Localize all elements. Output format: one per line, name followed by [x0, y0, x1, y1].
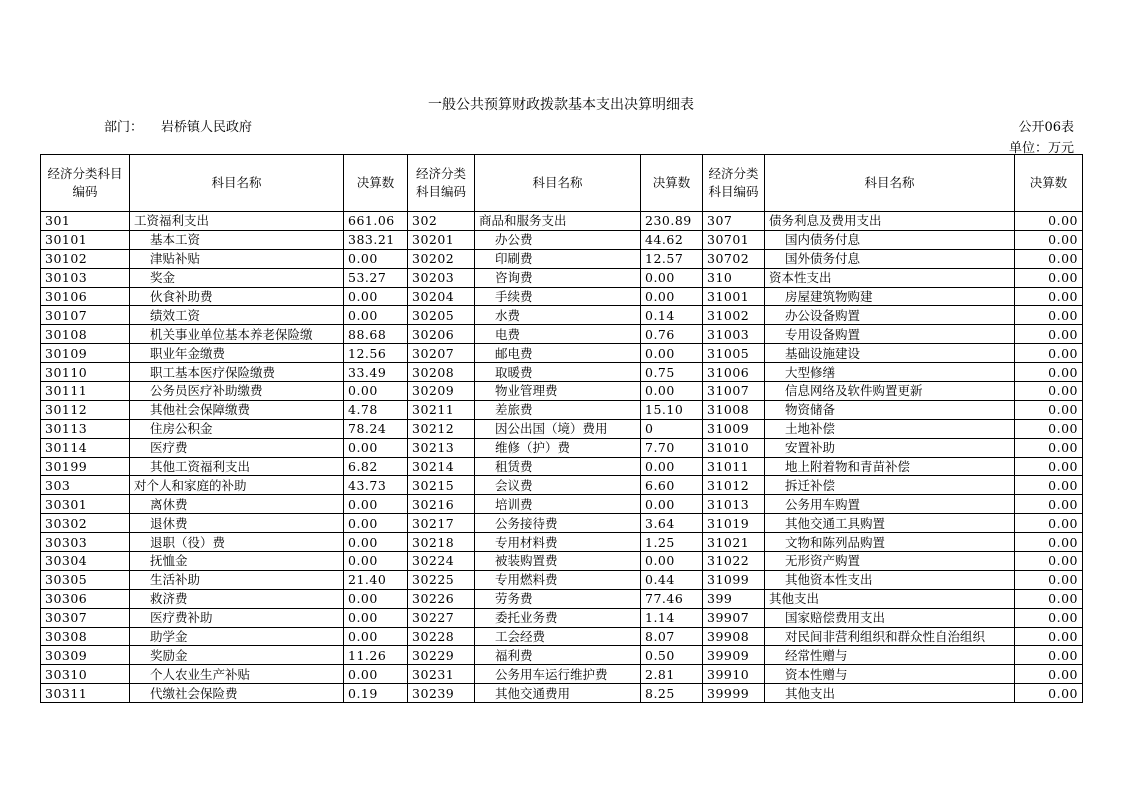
table-row [41, 646, 1083, 665]
table-body [41, 212, 1083, 703]
table-row [41, 665, 1083, 684]
name-cell: 信息网络及软件购置更新 [765, 382, 1015, 401]
amount-cell: 53.27 [344, 268, 408, 287]
code-cell: 30209 [408, 382, 475, 401]
name-cell: 大型修缮 [765, 363, 1015, 382]
code-cell: 30239 [408, 684, 475, 703]
amount-cell: 0.00 [1015, 268, 1083, 287]
amount-cell: 0.00 [1015, 608, 1083, 627]
name-cell: 基础设施建设 [765, 344, 1015, 363]
table-row [41, 608, 1083, 627]
code-cell: 31019 [703, 514, 765, 533]
table-row [41, 684, 1083, 703]
table-row [41, 344, 1083, 363]
code-cell: 303 [41, 476, 130, 495]
code-cell: 30204 [408, 287, 475, 306]
code-cell: 31022 [703, 552, 765, 571]
department-label: 部门： [104, 120, 144, 135]
amount-cell: 0.00 [344, 552, 408, 571]
code-cell: 30311 [41, 684, 130, 703]
amount-cell: 0.00 [344, 608, 408, 627]
code-cell: 39908 [703, 627, 765, 646]
code-cell: 30103 [41, 268, 130, 287]
name-cell: 资本性赠与 [765, 665, 1015, 684]
amount-cell: 0.00 [344, 495, 408, 514]
table-row [41, 627, 1083, 646]
name-cell: 物资储备 [765, 400, 1015, 419]
amount-cell: 0.00 [1015, 457, 1083, 476]
amount-cell: 0.00 [1015, 325, 1083, 344]
name-cell: 福利费 [475, 646, 641, 665]
name-cell: 公务用车购置 [765, 495, 1015, 514]
code-cell: 30702 [703, 249, 765, 268]
code-cell: 30107 [41, 306, 130, 325]
amount-cell: 0.00 [641, 552, 703, 571]
amount-cell: 0.00 [344, 287, 408, 306]
code-cell: 30225 [408, 570, 475, 589]
name-cell: 会议费 [475, 476, 641, 495]
code-cell: 30229 [408, 646, 475, 665]
amount-cell: 77.46 [641, 589, 703, 608]
code-cell: 30106 [41, 287, 130, 306]
name-cell: 工资福利支出 [130, 212, 344, 231]
amount-cell: 0.00 [1015, 382, 1083, 401]
name-cell: 商品和服务支出 [475, 212, 641, 231]
code-cell: 30208 [408, 363, 475, 382]
header-amount-c: 决算数 [1015, 155, 1083, 212]
name-cell: 医疗费补助 [130, 608, 344, 627]
name-cell: 公务接待费 [475, 514, 641, 533]
code-cell: 30306 [41, 589, 130, 608]
name-cell: 退休费 [130, 514, 344, 533]
amount-cell: 383.21 [344, 230, 408, 249]
code-cell: 30113 [41, 419, 130, 438]
amount-cell: 2.81 [641, 665, 703, 684]
amount-cell: 0.00 [1015, 363, 1083, 382]
name-cell: 离休费 [130, 495, 344, 514]
table-row [41, 400, 1083, 419]
amount-cell: 0.00 [1015, 249, 1083, 268]
amount-cell: 0.00 [1015, 570, 1083, 589]
name-cell: 公务员医疗补助缴费 [130, 382, 344, 401]
name-cell: 安置补助 [765, 438, 1015, 457]
name-cell: 机关事业单位基本养老保险缴 [130, 325, 344, 344]
code-cell: 39910 [703, 665, 765, 684]
amount-cell: 0.14 [641, 306, 703, 325]
name-cell: 伙食补助费 [130, 287, 344, 306]
name-cell: 取暖费 [475, 363, 641, 382]
name-cell: 职业年金缴费 [130, 344, 344, 363]
code-cell: 31008 [703, 400, 765, 419]
name-cell: 专用设备购置 [765, 325, 1015, 344]
name-cell: 咨询费 [475, 268, 641, 287]
name-cell: 国内债务付息 [765, 230, 1015, 249]
department-line [104, 116, 252, 135]
code-cell: 30102 [41, 249, 130, 268]
name-cell: 工会经费 [475, 627, 641, 646]
code-cell: 30309 [41, 646, 130, 665]
code-cell: 31006 [703, 363, 765, 382]
code-cell: 31007 [703, 382, 765, 401]
code-cell: 39999 [703, 684, 765, 703]
amount-cell: 21.40 [344, 570, 408, 589]
name-cell: 抚恤金 [130, 552, 344, 571]
name-cell: 奖金 [130, 268, 344, 287]
amount-cell: 1.14 [641, 608, 703, 627]
amount-cell: 0.00 [344, 589, 408, 608]
name-cell: 专用燃料费 [475, 570, 641, 589]
code-cell: 30110 [41, 363, 130, 382]
name-cell: 劳务费 [475, 589, 641, 608]
amount-cell: 0.00 [641, 457, 703, 476]
amount-cell: 0.00 [641, 287, 703, 306]
amount-cell: 0.00 [1015, 230, 1083, 249]
name-cell: 无形资产购置 [765, 552, 1015, 571]
code-cell: 30228 [408, 627, 475, 646]
name-cell: 办公设备购置 [765, 306, 1015, 325]
code-cell: 30108 [41, 325, 130, 344]
amount-cell: 0.00 [344, 249, 408, 268]
name-cell: 助学金 [130, 627, 344, 646]
code-cell: 30112 [41, 400, 130, 419]
code-cell: 30224 [408, 552, 475, 571]
code-cell: 30203 [408, 268, 475, 287]
amount-cell: 0.00 [641, 495, 703, 514]
code-cell: 30114 [41, 438, 130, 457]
name-cell: 基本工资 [130, 230, 344, 249]
amount-cell: 0.00 [344, 306, 408, 325]
code-cell: 31002 [703, 306, 765, 325]
code-cell: 399 [703, 589, 765, 608]
amount-cell: 33.49 [344, 363, 408, 382]
amount-cell: 0.00 [1015, 646, 1083, 665]
table-row [41, 552, 1083, 571]
name-cell: 物业管理费 [475, 382, 641, 401]
code-cell: 39907 [703, 608, 765, 627]
code-cell: 31003 [703, 325, 765, 344]
name-cell: 拆迁补偿 [765, 476, 1015, 495]
name-cell: 其他交通费用 [475, 684, 641, 703]
amount-cell: 0.00 [1015, 665, 1083, 684]
name-cell: 生活补助 [130, 570, 344, 589]
code-cell: 31005 [703, 344, 765, 363]
amount-cell: 0.00 [1015, 495, 1083, 514]
code-cell: 30308 [41, 627, 130, 646]
code-cell: 30227 [408, 608, 475, 627]
name-cell: 房屋建筑物购建 [765, 287, 1015, 306]
code-cell: 30215 [408, 476, 475, 495]
amount-cell: 44.62 [641, 230, 703, 249]
amount-cell: 0.76 [641, 325, 703, 344]
amount-cell: 0.00 [344, 382, 408, 401]
name-cell: 水费 [475, 306, 641, 325]
amount-cell: 0.44 [641, 570, 703, 589]
code-cell: 31001 [703, 287, 765, 306]
code-cell: 30205 [408, 306, 475, 325]
table-row [41, 287, 1083, 306]
amount-cell: 12.56 [344, 344, 408, 363]
amount-cell: 0.00 [1015, 627, 1083, 646]
amount-cell: 0.19 [344, 684, 408, 703]
name-cell: 手续费 [475, 287, 641, 306]
amount-cell: 0.00 [1015, 287, 1083, 306]
name-cell: 国外债务付息 [765, 249, 1015, 268]
name-cell: 电费 [475, 325, 641, 344]
table-row [41, 533, 1083, 552]
code-cell: 30304 [41, 552, 130, 571]
code-cell: 30701 [703, 230, 765, 249]
name-cell: 文物和陈列品购置 [765, 533, 1015, 552]
amount-cell: 0.00 [641, 268, 703, 287]
code-cell: 31099 [703, 570, 765, 589]
amount-cell: 11.26 [344, 646, 408, 665]
code-cell: 30211 [408, 400, 475, 419]
code-cell: 30199 [41, 457, 130, 476]
table-row [41, 589, 1083, 608]
name-cell: 其他支出 [765, 589, 1015, 608]
header-name-a: 科目名称 [130, 155, 344, 212]
table-row [41, 476, 1083, 495]
name-cell: 奖励金 [130, 646, 344, 665]
amount-cell: 0.00 [1015, 589, 1083, 608]
name-cell: 住房公积金 [130, 419, 344, 438]
header-code-b: 经济分类科目编码 [408, 155, 475, 212]
name-cell: 公务用车运行维护费 [475, 665, 641, 684]
amount-cell: 0.00 [1015, 552, 1083, 571]
table-row [41, 495, 1083, 514]
code-cell: 30310 [41, 665, 130, 684]
amount-cell: 8.25 [641, 684, 703, 703]
code-cell: 302 [408, 212, 475, 231]
amount-cell: 0.00 [1015, 684, 1083, 703]
name-cell: 代缴社会保险费 [130, 684, 344, 703]
page-title: 一般公共预算财政拨款基本支出决算明细表 [428, 97, 694, 113]
table-row [41, 212, 1083, 231]
amount-cell: 0.00 [344, 514, 408, 533]
code-cell: 31009 [703, 419, 765, 438]
amount-cell: 6.60 [641, 476, 703, 495]
code-cell: 30213 [408, 438, 475, 457]
table-number: 公开06表 [1018, 120, 1074, 135]
table-row [41, 514, 1083, 533]
code-cell: 30214 [408, 457, 475, 476]
name-cell: 租赁费 [475, 457, 641, 476]
amount-cell: 0.00 [1015, 212, 1083, 231]
amount-cell: 12.57 [641, 249, 703, 268]
amount-cell: 0.00 [641, 382, 703, 401]
amount-cell: 0.00 [1015, 533, 1083, 552]
name-cell: 土地补偿 [765, 419, 1015, 438]
code-cell: 30305 [41, 570, 130, 589]
amount-cell: 1.25 [641, 533, 703, 552]
code-cell: 310 [703, 268, 765, 287]
amount-cell: 0.75 [641, 363, 703, 382]
code-cell: 30301 [41, 495, 130, 514]
table-row [41, 438, 1083, 457]
name-cell: 专用材料费 [475, 533, 641, 552]
table-row [41, 382, 1083, 401]
amount-cell: 0.00 [344, 665, 408, 684]
code-cell: 30101 [41, 230, 130, 249]
name-cell: 津贴补贴 [130, 249, 344, 268]
name-cell: 其他资本性支出 [765, 570, 1015, 589]
name-cell: 其他工资福利支出 [130, 457, 344, 476]
name-cell: 经常性赠与 [765, 646, 1015, 665]
amount-cell: 7.70 [641, 438, 703, 457]
header-amount-a: 决算数 [344, 155, 408, 212]
department-name: 岩桥镇人民政府 [161, 120, 253, 135]
name-cell: 绩效工资 [130, 306, 344, 325]
code-cell: 30226 [408, 589, 475, 608]
name-cell: 对个人和家庭的补助 [130, 476, 344, 495]
table-row [41, 325, 1083, 344]
code-cell: 30206 [408, 325, 475, 344]
amount-cell: 0.00 [641, 344, 703, 363]
amount-cell: 88.68 [344, 325, 408, 344]
header-code-a: 经济分类科目编码 [41, 155, 130, 212]
name-cell: 对民间非营利组织和群众性自治组织 [765, 627, 1015, 646]
name-cell: 委托业务费 [475, 608, 641, 627]
amount-cell: 0.00 [1015, 514, 1083, 533]
code-cell: 30217 [408, 514, 475, 533]
header-name-b: 科目名称 [475, 155, 641, 212]
header-amount-b: 决算数 [641, 155, 703, 212]
table-header-row [41, 155, 1083, 212]
unit-label: 单位：万元 [1008, 141, 1074, 156]
name-cell: 医疗费 [130, 438, 344, 457]
code-cell: 31011 [703, 457, 765, 476]
name-cell: 办公费 [475, 230, 641, 249]
amount-cell: 15.10 [641, 400, 703, 419]
amount-cell: 3.64 [641, 514, 703, 533]
code-cell: 30202 [408, 249, 475, 268]
amount-cell: 0.00 [1015, 419, 1083, 438]
code-cell: 31010 [703, 438, 765, 457]
name-cell: 邮电费 [475, 344, 641, 363]
amount-cell: 78.24 [344, 419, 408, 438]
name-cell: 地上附着物和青苗补偿 [765, 457, 1015, 476]
code-cell: 31012 [703, 476, 765, 495]
code-cell: 39909 [703, 646, 765, 665]
name-cell: 培训费 [475, 495, 641, 514]
table-row [41, 363, 1083, 382]
table-row [41, 457, 1083, 476]
table-row [41, 268, 1083, 287]
name-cell: 维修（护）费 [475, 438, 641, 457]
amount-cell: 230.89 [641, 212, 703, 231]
amount-cell: 0.00 [1015, 306, 1083, 325]
amount-cell: 661.06 [344, 212, 408, 231]
name-cell: 其他社会保障缴费 [130, 400, 344, 419]
code-cell: 301 [41, 212, 130, 231]
code-cell: 31013 [703, 495, 765, 514]
name-cell: 其他支出 [765, 684, 1015, 703]
header-code-c: 经济分类科目编码 [703, 155, 765, 212]
code-cell: 30303 [41, 533, 130, 552]
amount-cell: 0.00 [344, 533, 408, 552]
header-name-c: 科目名称 [765, 155, 1015, 212]
expenditure-table [40, 154, 1083, 703]
name-cell: 救济费 [130, 589, 344, 608]
name-cell: 其他交通工具购置 [765, 514, 1015, 533]
code-cell: 30109 [41, 344, 130, 363]
name-cell: 国家赔偿费用支出 [765, 608, 1015, 627]
name-cell: 退职（役）费 [130, 533, 344, 552]
code-cell: 307 [703, 212, 765, 231]
code-cell: 30218 [408, 533, 475, 552]
table-row [41, 249, 1083, 268]
code-cell: 30111 [41, 382, 130, 401]
amount-cell: 0.00 [1015, 438, 1083, 457]
name-cell: 因公出国（境）费用 [475, 419, 641, 438]
code-cell: 30307 [41, 608, 130, 627]
amount-cell: 0.00 [1015, 400, 1083, 419]
amount-cell: 0.50 [641, 646, 703, 665]
table-row [41, 570, 1083, 589]
amount-cell: 6.82 [344, 457, 408, 476]
table-row [41, 230, 1083, 249]
code-cell: 30207 [408, 344, 475, 363]
amount-cell: 0.00 [1015, 344, 1083, 363]
table-row [41, 419, 1083, 438]
amount-cell: 8.07 [641, 627, 703, 646]
name-cell: 职工基本医疗保险缴费 [130, 363, 344, 382]
code-cell: 30201 [408, 230, 475, 249]
name-cell: 被装购置费 [475, 552, 641, 571]
name-cell: 差旅费 [475, 400, 641, 419]
code-cell: 30302 [41, 514, 130, 533]
name-cell: 个人农业生产补贴 [130, 665, 344, 684]
code-cell: 30231 [408, 665, 475, 684]
name-cell: 印刷费 [475, 249, 641, 268]
amount-cell: 0 [641, 419, 703, 438]
code-cell: 30216 [408, 495, 475, 514]
code-cell: 31021 [703, 533, 765, 552]
amount-cell: 43.73 [344, 476, 408, 495]
amount-cell: 0.00 [1015, 476, 1083, 495]
amount-cell: 0.00 [344, 438, 408, 457]
code-cell: 30212 [408, 419, 475, 438]
amount-cell: 0.00 [344, 627, 408, 646]
name-cell: 债务利息及费用支出 [765, 212, 1015, 231]
amount-cell: 4.78 [344, 400, 408, 419]
table-row [41, 306, 1083, 325]
name-cell: 资本性支出 [765, 268, 1015, 287]
